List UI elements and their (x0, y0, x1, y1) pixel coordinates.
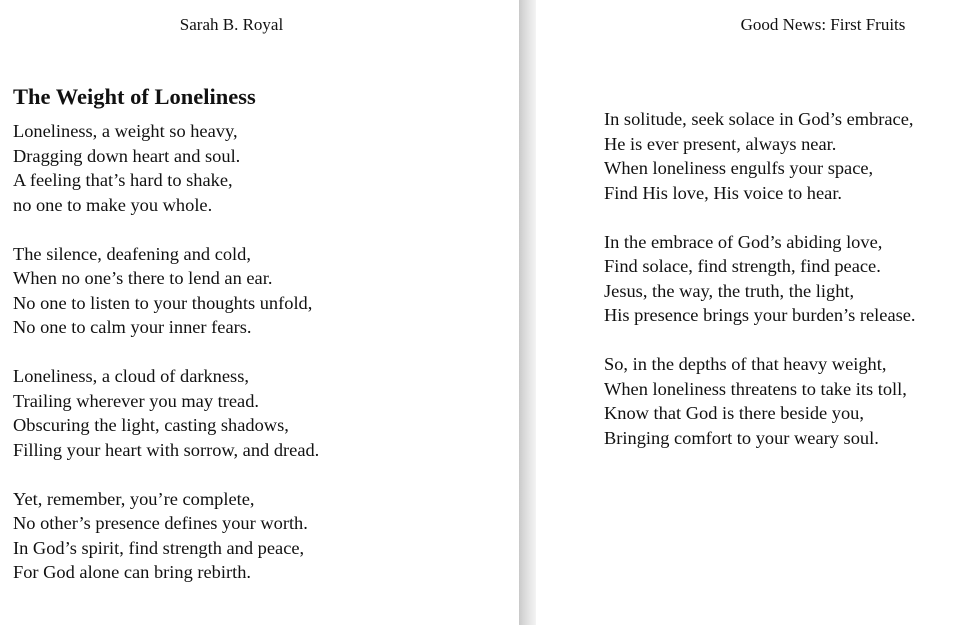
right-page (536, 0, 975, 625)
poem-line: In the embrace of God’s abiding love, (604, 231, 883, 252)
poem-line: no one to make you whole. (13, 194, 213, 215)
poem-line: When no one’s there to lend an ear. (13, 268, 273, 288)
running-head-book-title: Good News: First Fruits (740, 15, 906, 34)
stanza (604, 352, 916, 450)
poem-body-right (604, 107, 916, 475)
poem-line: Trailing wherever you may tread. (13, 390, 259, 411)
poem-title: The Weight of Loneliness (13, 84, 256, 109)
poem-line: Jesus, the way, the truth, the light, (604, 280, 855, 301)
poem-line: His presence brings your burden’s release. (604, 305, 916, 325)
running-head-author: Sarah B. Royal (179, 15, 284, 34)
stanza (604, 230, 916, 328)
poem-line: Know that God is there beside you, (604, 403, 864, 423)
stanza (604, 107, 916, 205)
poem-body-left (13, 119, 319, 609)
poem-line: When loneliness engulfs your space, (604, 158, 874, 178)
poem-line: Find His love, His voice to hear. (604, 182, 843, 203)
poem-line: No other’s presence defines your worth. (13, 513, 308, 533)
poem-line: Yet, remember, you’re complete, (13, 488, 255, 509)
poem-line: Loneliness, a cloud of darkness, (13, 366, 249, 386)
poem-line: When loneliness threatens to take its toll, (604, 378, 907, 399)
poem-line: In solitude, seek solace in God’s embrace, (604, 109, 914, 129)
poem-line: So, in the depths of that heavy weight, (604, 354, 887, 374)
poem-line: No one to listen to your thoughts unfold, (13, 292, 313, 313)
poem-line: No one to calm your inner fears. (13, 317, 252, 337)
poem-line: A feeling that’s hard to shake, (13, 170, 233, 190)
poem-line: Bringing comfort to your weary soul. (604, 427, 879, 448)
poem-line: Dragging down heart and soul. (13, 145, 241, 166)
stanza (13, 364, 319, 462)
stanza (13, 242, 319, 340)
poem-line: Find solace, find strength, find peace. (604, 256, 881, 276)
poem-line: Obscuring the light, casting shadows, (13, 415, 289, 435)
poem-line: The silence, deafening and cold, (13, 243, 251, 264)
poem-line: For God alone can bring rebirth. (13, 562, 251, 582)
book-spine-gutter (519, 0, 536, 625)
stanza (13, 487, 319, 585)
poem-line: In God’s spirit, find strength and peace, (13, 537, 305, 558)
poem-line: He is ever present, always near. (604, 133, 837, 154)
poem-line: Filling your heart with sorrow, and dread. (13, 439, 320, 460)
stanza (13, 119, 319, 217)
poem-line: Loneliness, a weight so heavy, (13, 121, 238, 141)
